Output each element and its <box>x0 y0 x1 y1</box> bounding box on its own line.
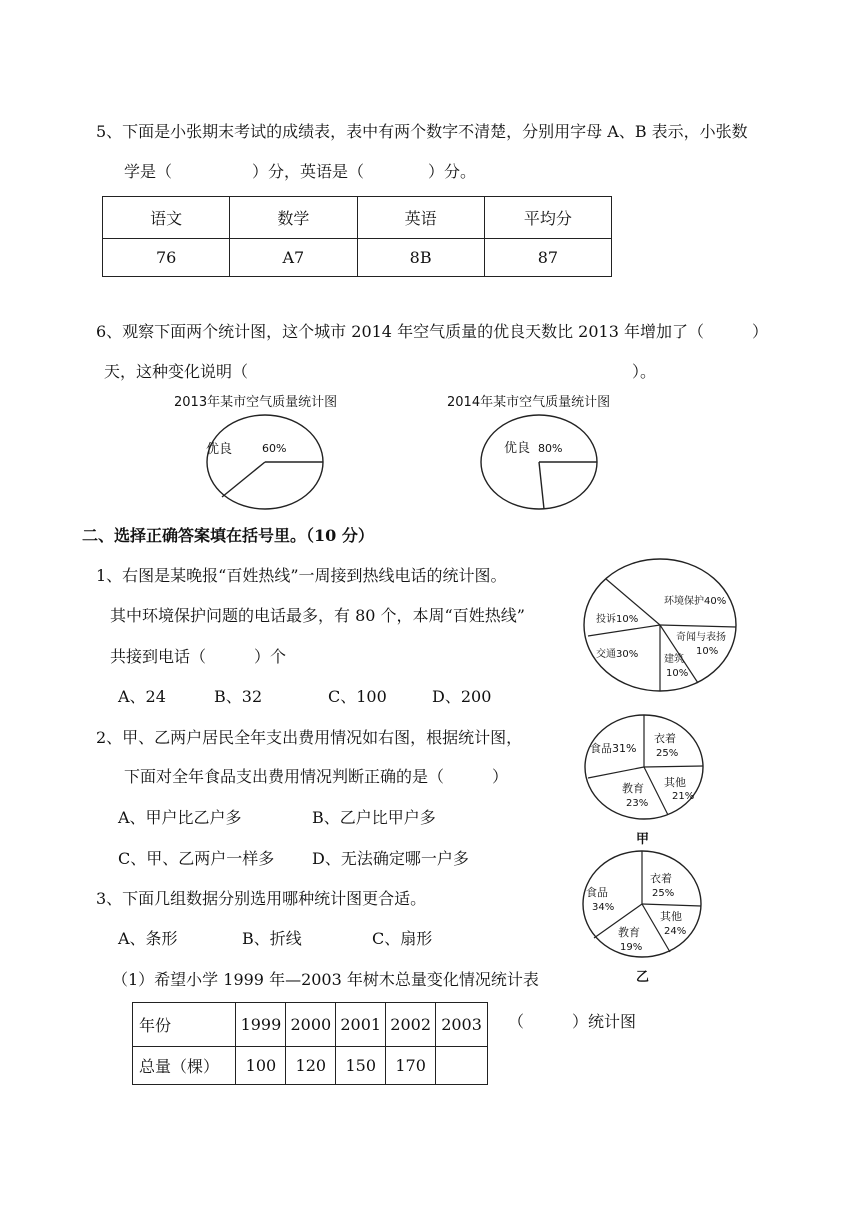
pie-jia-other-pct: 21% <box>672 791 695 802</box>
tree-table-total <box>436 1047 488 1085</box>
pie-2014-boundary-b <box>539 462 544 509</box>
s2q2-option-a: A、甲户比乙户多 <box>118 808 242 827</box>
s2q3-line1: 3、下面几组数据分别选用哪种统计图更合适。 <box>96 889 427 908</box>
tree-table-year: 1999 <box>236 1003 286 1047</box>
pie-yi-other: 其他 <box>660 910 682 923</box>
pie-hotline-traffic: 交通30% <box>596 649 639 660</box>
pie-jia-clothes-pct: 25% <box>656 748 679 759</box>
pie-yi-clothes: 衣着 <box>650 872 672 885</box>
q5-line2: 学是（ ）分，英语是（ ）分。 <box>124 162 477 181</box>
pie-yi-clothes-pct: 25% <box>652 888 675 899</box>
pie-yi <box>580 848 706 962</box>
score-value-english: 8B <box>357 239 484 277</box>
s2q1-line2: 其中环境保护问题的电话最多，有 80 个，本周“百姓热线” <box>110 606 525 625</box>
q6-line2: 天，这种变化说明（ ）。 <box>104 362 657 381</box>
tree-table-year: 2001 <box>336 1003 386 1047</box>
pie-2013-boundary-b <box>222 462 265 497</box>
s2q2-option-b: B、乙户比甲户多 <box>312 808 436 827</box>
pie-yi-edu-pct: 19% <box>620 942 643 953</box>
pie-yi-food-pct: 34% <box>592 902 615 913</box>
s2q3-option-b: B、折线 <box>242 929 302 948</box>
tree-table-year: 2000 <box>286 1003 336 1047</box>
score-value-average: 87 <box>484 239 611 277</box>
tree-table-year: 2002 <box>386 1003 436 1047</box>
pie-jia-edu-pct: 23% <box>626 798 649 809</box>
pie-hotline-praise-pct: 10% <box>696 646 719 657</box>
tree-table-total: 120 <box>286 1047 336 1085</box>
score-header-math: 数学 <box>230 197 357 239</box>
s2q2-line2: 下面对全年食品支出费用情况判断正确的是（ ） <box>124 767 509 786</box>
pie-yi-other-pct: 24% <box>664 926 687 937</box>
pie-jia-edu: 教育 <box>622 782 644 795</box>
pie-hotline-build-pct: 10% <box>666 668 689 679</box>
s2q1-option-d: D、200 <box>432 687 492 706</box>
pie-2013-pct: 60% <box>262 442 287 455</box>
pie-hotline-env: 环境保护40% <box>664 596 727 607</box>
tree-table-total: 170 <box>386 1047 436 1085</box>
pie-jia-caption: 甲 <box>636 832 650 847</box>
s2q1-line3: 共接到电话（ ）个 <box>110 647 287 666</box>
pie-yi-caption: 乙 <box>636 970 650 985</box>
s2q3-option-a: A、条形 <box>118 929 178 948</box>
pie-yi-food: 食品 <box>586 886 608 899</box>
s2q1-option-b: B、32 <box>214 687 263 706</box>
pie-hotline-complaint: 投诉10% <box>596 614 639 625</box>
pie-hotline <box>580 556 750 696</box>
pie-jia <box>582 712 708 824</box>
score-value-chinese: 76 <box>103 239 230 277</box>
score-header-english: 英语 <box>357 197 484 239</box>
pie-jia-food: 食品31% <box>590 742 637 755</box>
pie-2014-label: 优良 <box>504 441 531 456</box>
score-table <box>102 196 612 277</box>
pie-2013-label: 优良 <box>206 442 233 457</box>
pie-jia-other: 其他 <box>664 776 686 789</box>
tree-table-year: 2003 <box>436 1003 488 1047</box>
pie-2014 <box>474 408 604 514</box>
tree-table-total: 150 <box>336 1047 386 1085</box>
s2q3-option-c: C、扇形 <box>372 929 433 948</box>
s2q2-option-c: C、甲、乙两户一样多 <box>118 849 275 868</box>
chart-2013-title: 2013年某市空气质量统计图 <box>174 395 338 410</box>
s2q3-sub1: （1）希望小学 1999 年—2003 年树木总量变化情况统计表 <box>112 970 539 989</box>
tree-table <box>132 1002 488 1085</box>
pie-hotline-praise: 奇闻与表扬 <box>676 632 726 643</box>
score-value-math: A7 <box>230 239 357 277</box>
s2q2-option-d: D、无法确定哪一户多 <box>312 849 469 868</box>
pie-2014-pct: 80% <box>538 442 563 455</box>
s2q1-option-a: A、24 <box>118 687 166 706</box>
pie-yi-edu: 教育 <box>618 926 640 939</box>
s2q2-line1: 2、甲、乙两户居民全年支出费用情况如右图，根据统计图， <box>96 728 523 747</box>
q6-line1: 6、观察下面两个统计图，这个城市 2014 年空气质量的优良天数比 2013 年增加了（ ） <box>96 322 768 341</box>
score-header-average: 平均分 <box>484 197 611 239</box>
tree-table-total-label: 总量（棵） <box>133 1047 236 1085</box>
tree-table-total: 100 <box>236 1047 286 1085</box>
tree-table-year-label: 年份 <box>133 1003 236 1047</box>
score-header-chinese: 语文 <box>103 197 230 239</box>
pie-2013 <box>200 408 330 514</box>
pie-jia-clothes: 衣着 <box>654 732 676 745</box>
section2-heading: 二、选择正确答案填在括号里。（10 分） <box>82 526 374 545</box>
pie-hotline-build: 建筑 <box>664 654 684 665</box>
s2q1-option-c: C、100 <box>328 687 387 706</box>
chart-2014-title: 2014年某市空气质量统计图 <box>447 395 611 410</box>
q5-line1: 5、下面是小张期末考试的成绩表，表中有两个数字不清楚，分别用字母 A、B 表示，小张数 <box>96 122 748 141</box>
s2q1-line1: 1、右图是某晚报“百姓热线”一周接到热线电话的统计图。 <box>96 566 507 585</box>
s2q3-answer: （ ）统计图 <box>508 1012 637 1031</box>
